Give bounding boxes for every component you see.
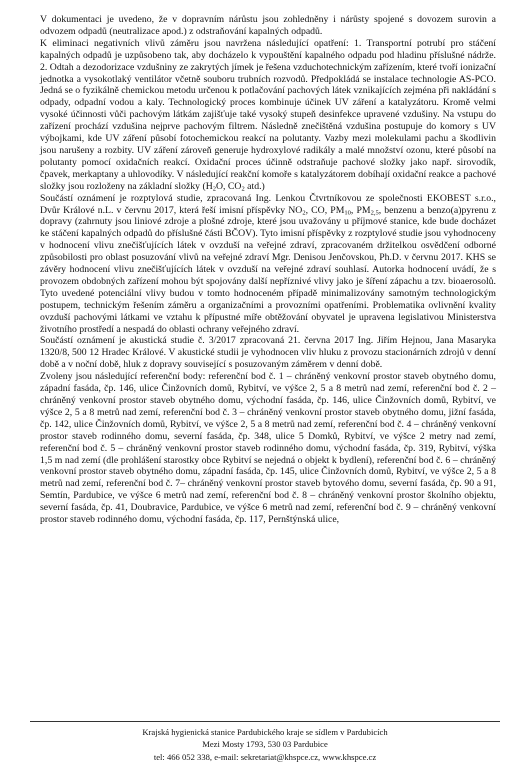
- paragraph-3-rest: , benzenu a benzo(a)pyrenu z dopravy (zahrnuty jsou liniové zdroje a plošné zdroje, které jsou uvažovány u příjmové stanice, kde bude docházet ke stáčení kapalných odpadů do příslušné části BČOV). Tyto imisní příspěvky z rozptylové studie jsou vyhodnoceny v hodnocení vlivu znečišťujících látek v ovzduší na veřejné zdraví, zpracovaném držitelkou osvědčení odborné způsobilosti pro oblast posuzování vlivů na veřejné zdraví Mgr. Denisou Jenčovskou, Ph.D. v červnu 2017. KHS se závěry hodnocení vlivu znečišťujících látek v ovzduší na veřejné zdraví souhlasí. Autorka hodnocení uvádí, že s provozem obdobných zařízení mohou být spojovány další nepříznivé vlivy jako je šíření zápachu a tzv. bioaerosolů. Tyto uvedené potenciální vlivy budou v tomto hodnoceném případě minimalizovány samotným technologickým postupem, technickým řešením záměru a organizačními a provozními opatřeními. Problematika ovlivnění kvality ovzduší pachovými látkami ve vztahu k přípustné míře obtěžování obyvatel je upravena legislativou Ministerstva životního prostředí a nespadá do oblasti ochrany veřejného zdraví.: [40, 204, 496, 335]
- paragraph-2-formula-end: atd.): [244, 180, 265, 192]
- paragraph-2-formula-mid: O, CO: [216, 180, 242, 192]
- footer-organization: Krajská hygienická stanice Pardubického kraje se sídlem v Pardubicích: [142, 727, 388, 737]
- no2-subscript: 2: [302, 209, 306, 216]
- footer-contact: tel: 466 052 338, e-mail: sekretariat@khspce.cz, www.khspce.cz: [153, 751, 377, 762]
- h2-subscript: 2: [212, 185, 216, 193]
- paragraph-4: Součástí oznámení je akustická studie č. 3/2017 zpracovaná 21. června 2017 Ing. Jiřím Hejnou, Jana Masaryka 1320/8, 500 12 Hradec Králové. V akustické studii je vyhodnocen vliv hluku z provozu stacionárních zdrojů v denní době a v noční době, hluk z dopravy související s posuzovaným záměrem v denní době.: [40, 335, 496, 371]
- paragraph-2: [40, 38, 496, 193]
- footer-divider: [30, 721, 500, 722]
- page-footer: [30, 726, 500, 763]
- paragraph-3-text: Součástí oznámení je rozptylová studie, zpracovaná Ing. Lenkou Čtvrtníkovou ze společnosti EKOBEST s.r.o., Dvůr Králové n.L. v červnu 2017, která řeší imisní příspěvky NO: [40, 192, 496, 216]
- document-body: [40, 14, 496, 526]
- paragraph-3: [40, 193, 496, 336]
- paragraph-1: V dokumentaci je uvedeno, že v dopravním nárůstu jsou zohledněny i nárůsty spojené s dovozem surovin a odvozem odpadů (neutralizace apod.) z odstraňování kapalných odpadů.: [40, 14, 496, 37]
- pm10-subscript: 10: [344, 209, 351, 216]
- pm25-subscript: 2,5: [370, 209, 379, 216]
- co2-subscript: 2: [241, 185, 245, 193]
- paragraph-3-pm: , PM: [350, 204, 371, 216]
- paragraph-5: Zvoleny jsou následující referenční body: referenční bod č. 1 – chráněný venkovní prostor staveb obytného domu, západní fasáda, čp. 146, ulice Činžovních domů, Rybitví, ve výšce 2, 5 a 8 metrů nad zemí, referenční bod č. 2 – chráněný venkovní prostor staveb obytného domu, východní fasáda, čp. 146, ulice Činžovních domů, Rybitví, ve výšce 2, 5 a 8 metrů nad zemí, referenční bod č. 3 – chráněný venkovní prostor staveb obytného domu, jižní fasáda, čp. 142, ulice Činžovních domů, Rybitví, ve výšce 2, 5 a 8 metrů nad zemí, referenční bod č. 4 – chráněný venkovní prostor staveb rodinného domu, severní fasáda, čp. 348, ulice 5 Domků, Rybitví, ve výšce 2 metry nad zemí, referenční bod č. 5 – chráněný venkovní prostor staveb rodinného domu, východní fasáda, čp. 319, Rybitví, výška 1,5 m nad zemí (dle prohlášení starostky obce Rybitví se nejedná o objekt k bydlení), referenční bod č. 6 – chráněný venkovní prostor staveb obytného domu, západní fasáda, čp. 145, ulice Činžovních domů, Rybitví, ve výšce 2, 5 a 8 metrů nad zemí, referenční bod č. 7– chráněný venkovní prostor staveb bytového domu, severní fasáda, čp. 90 a 91, Semtín, Pardubice, ve výšce 6 metrů nad zemí, referenční bod č. 8 – chráněný venkovní prostor školního objektu, severní fasáda, čp. 41, Doubravice, Pardubice, ve výšce 6 metrů nad zemí, referenční bod č. 9 – chráněný venkovní prostor staveb rodinného domu, východní fasáda, čp. 117, Pernštýnská ulice,: [40, 371, 496, 526]
- paragraph-3-pollutants: , CO, PM: [305, 204, 345, 216]
- paragraph-2-text: K eliminaci negativních vlivů záměru jsou navržena následující opatření: 1. Transportní potrubí pro stáčení kapalných odpadů je uzpůsobeno tak, aby docházelo k vypouštění kapalného odpadu pod hladinu příslušné nádrže. 2. Odtah a dezodorizace vzdušniny ze zakrytých jímek je řešena vzduchotechnickým zařízením, které tvoří ionizační jednotka a vysokotlaký ventilátor včetně souboru trubních rozvodů. Předpokládá se instalace technologie AS-PCO. Jedná se o fyzikálně chemickou metodu určenou k potlačování pachových látek vznikajících zejména při nakládání s odpady, odpadní vodou a kaly. Technologický proces kombinuje účinek UV záření a katalyzátoru. Kromě velmi vysoké účinnosti vůči pachovým látkám zajišťuje také vysoký stupeň desinfekce upravené vzdušiny. Na vstupu do zařízení prochází vzdušina nejprve pachovým filtrem. Následně znečištěná vzdušina postupuje do komory s UV výbojkami, kde UV záření působí fotochemickou reakcí na polutanty. Vazby mezi molekulami pachu a škodlivin jsou narušeny a rozbity. UV záření zároveň generuje hydroxylové radikály a malé množství ozonu, které působí na polutanty pomocí oxidačních reakcí. Oxidační proces účinně odstraňuje pachové složky jako např. sirovodík, čpavek, merkaptany a uhlovodíky. V následující reakční komoře s katalyzátorem dobíhají oxidační reakce a pachové složky jsou rozloženy na základní složky (H: [40, 37, 496, 192]
- footer-address: Mezi Mosty 1793, 530 03 Pardubice: [202, 739, 328, 750]
